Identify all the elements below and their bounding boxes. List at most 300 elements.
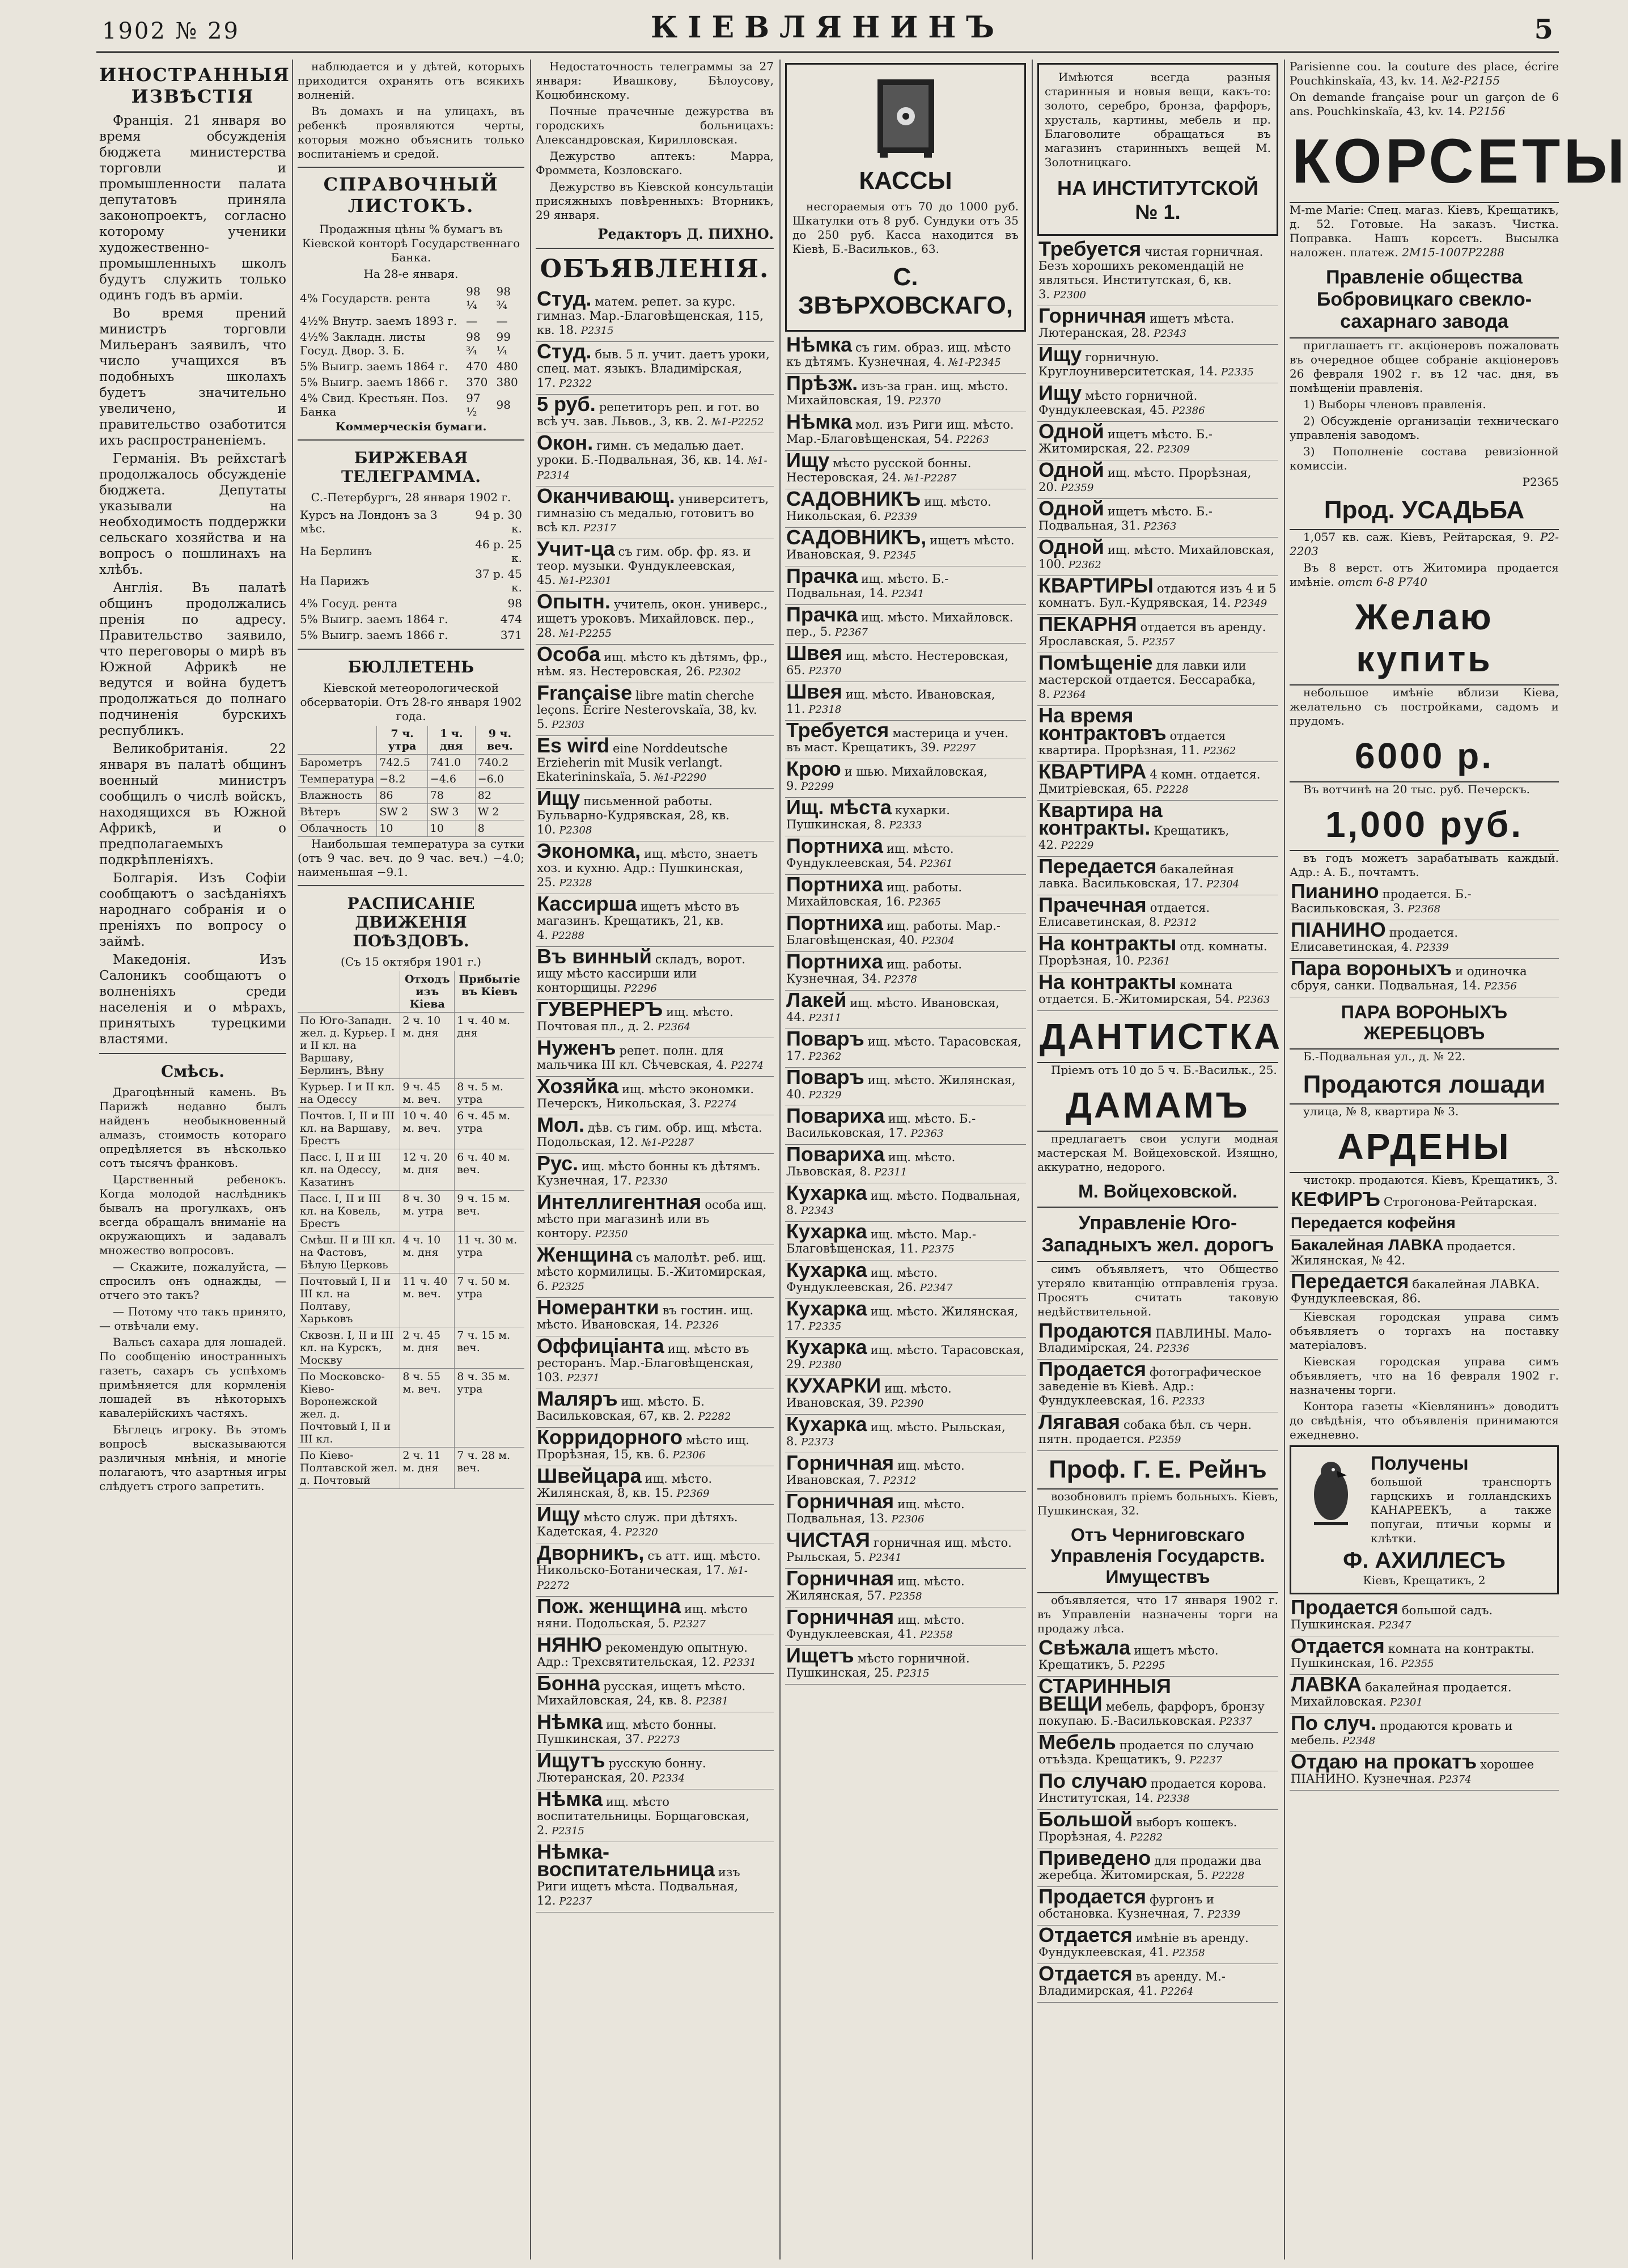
weather-note: Наибольшая температура за сутки (отъ 9 час. веч. до 9 час. веч.) −4.0; наименьшая −9.1. [298, 837, 524, 879]
ad-code: Р2311 [874, 1166, 908, 1178]
ad-text: продается корова. Институтская, 14. [1038, 1777, 1267, 1805]
rate-name: 5% Выигр. заемъ 1866 г. [300, 375, 448, 389]
ad-code: Р2273 [647, 1734, 680, 1746]
ad-keyword: Номерантки [537, 1296, 659, 1319]
ad-keyword: Рус. [537, 1152, 579, 1175]
weather-cell: 86 [377, 788, 428, 804]
zhitomir-ad: Въ 8 верст. отъ Житомира продается имѣніе. отст 6-8 Р740 [1290, 561, 1559, 589]
ad-keyword: Лакей [786, 988, 847, 1012]
ad-text: ищ. мѣсто. Б.-Подвальная, 14. [786, 572, 949, 600]
kievlyanin-notice: Контора газеты «Кіевлянинъ» доводитъ до свѣдѣнія, что объявленія принимаются ежедневно. [1290, 1399, 1559, 1441]
column-rule [779, 60, 781, 2259]
ad-text: ищ. работы. Михайловская, 16. [786, 881, 963, 908]
dentist-body: Пріемъ отъ 10 до 5 ч. Б.-Васильк., 25. [1051, 1063, 1277, 1077]
weather-row [298, 755, 524, 771]
ad-code: Р2331 [723, 1657, 757, 1669]
ad-code: Р2381 [696, 1695, 728, 1707]
telegram-subtitle: С.-Петербургъ, 28 января 1902 г. [311, 490, 511, 504]
ad-text: горничная ищ. мѣсто. Рыльская, 5. [786, 1536, 1012, 1564]
ad-photo: Продается фотографическое заведеніе въ Кіевѣ. Адр.: Фундуклеевская, 16. Р2333 [1037, 1360, 1278, 1412]
ad-text: ищ. мѣсто няни. Подольская, 5. [537, 1602, 748, 1630]
ad-text: ищ. мѣсто. Подвальная, 8. [786, 1189, 1021, 1217]
ads-list [1037, 1638, 1278, 2003]
ad-code: Р2325 [552, 1281, 584, 1293]
column-ads-3 [1037, 60, 1283, 2259]
ad-keyword: Интеллигентная [537, 1190, 702, 1213]
ad-text: мѣсто горничной. Пушкинская, 25. [786, 1652, 970, 1679]
ad-code: Р2373 [801, 1436, 834, 1448]
ad-text: изъ Риги ищетъ мѣста. Подвальная, 12. [537, 1865, 740, 1907]
ad-code: Р2318 [808, 704, 842, 716]
schedule-row [298, 1327, 524, 1369]
classified-ad [536, 1336, 774, 1389]
ad-text: отдается въ аренду. Ярославская, 5. [1038, 620, 1266, 648]
ad-text: ищ. мѣсто. Фундуклеевская, 26. [786, 1266, 938, 1294]
classified-ad [1290, 1675, 1559, 1713]
ad-code: Р2374 [1438, 1774, 1472, 1785]
ad-code: Р2358 [919, 1629, 953, 1641]
ad-code: Р2365 [908, 896, 941, 908]
ad-code: Р2237 [559, 1895, 592, 1907]
running-header [96, 6, 1559, 53]
weather-header-row [298, 726, 524, 755]
ad-keyword: Отдается [1038, 1923, 1133, 1947]
railway-body: симъ объявляетъ, что Общество утеряло квитанцію отправленія груза. Просятъ считать таковую недѣйствительной. [1037, 1262, 1278, 1318]
ad-keyword: Ищу [786, 448, 830, 472]
rate-sell: 480 [496, 359, 518, 373]
ad-keyword: Горничная [1038, 304, 1147, 327]
ad-keyword: Мол. [537, 1113, 584, 1136]
safe-icon [872, 74, 940, 159]
ad-keyword: КУХАРКИ [786, 1374, 881, 1397]
column-foreign-news [99, 60, 290, 2259]
dentist-title: ДАНТИСТКА [1037, 1011, 1278, 1063]
telegram-name: На Парижъ [300, 574, 370, 587]
ad-keyword: Квартира на контракты. [1038, 798, 1163, 839]
ad-pass: Передается бакалейная ЛАВКА. Фундуклеевская, 86. [1290, 1272, 1559, 1310]
ad-code: №1-Р2272 [537, 1565, 748, 1592]
schedule-cell: Почтов. I, II и III кл. на Варшаву, Брестъ [298, 1108, 400, 1149]
rate-row [298, 284, 524, 313]
weather-cell: SW 2 [377, 804, 428, 820]
rate-name: 4% Свид. Крестьян. Поз. Банка [300, 391, 448, 418]
ad-text: ищ. мѣсто. Фундуклеевская, 41. [786, 1613, 965, 1641]
news-paragraph: Германія. Въ рейхстагѣ продолжалось обсужденіе бюджета. Депутаты указывали на необходимость поддержки сельскаго хозяйства и на вопросъ о пошлинахъ на хлѣбъ. [99, 451, 286, 577]
schedule-cell: Курьер. I и II кл. на Одессу [298, 1079, 400, 1108]
bulletin-title: БЮЛЛЕТЕНЬ [347, 658, 474, 676]
schedule-cell: 11 ч. 30 м. утра [455, 1232, 524, 1273]
ad-code: Р2329 [808, 1089, 842, 1101]
ad-keyword: Кассирша [537, 892, 637, 915]
ad-code: Р2362 [1203, 745, 1236, 757]
safes-body: несгораемыя отъ 70 до 1000 руб. Шкатулки отъ 8 руб. Сундуки отъ 35 до 250 руб. Касса находится въ Кіевѣ, Б.-Васильков., 63. [792, 200, 1019, 256]
ad-text: ищ. мѣсто. Жилянская, 40. [786, 1073, 1016, 1101]
weather-cell: Температура [298, 771, 377, 788]
column-ads-4 [1290, 60, 1628, 2259]
classified-ad [1037, 972, 1278, 1011]
ad-code: Р2288 [552, 930, 584, 942]
classified-ad [785, 1222, 1026, 1260]
ad-text: быв. 5 л. учит. даетъ уроки, спец. мат. языкъ. Владимірская, 17. [537, 348, 770, 390]
classified-ad [1037, 342, 1278, 383]
weather-cell: 740.2 [475, 755, 524, 771]
ad-text: репетиторъ реп. и гот. во всѣ уч. зав. Львов., 3, кв. 2. [537, 400, 760, 428]
ad-text: ищ. мѣсто бонны къ дѣтямъ. Кузнечная, 17. [537, 1160, 761, 1187]
weather-cell: 10 [427, 820, 475, 837]
ad-text: русскую бонну. Лютеранская, 20. [537, 1757, 706, 1784]
classified-ad [785, 1260, 1026, 1299]
schedule-cell: 6 ч. 45 м. утра [455, 1108, 524, 1149]
classified-ad [536, 786, 774, 841]
schedule-cell: 9 ч. 45 м. веч. [400, 1079, 455, 1108]
column-ads-2 [785, 60, 1026, 2259]
misc-paragraph: Бѣглецъ игроку. Въ этомъ вопросѣ высказываются различныя мнѣнія, и многіе полагаютъ, что азартныя игры слѣдуетъ строго запретить. [99, 1423, 286, 1493]
continued-paragraph: наблюдается и у дѣтей, которыхъ приходится охранять отъ всякихъ волненій. [298, 60, 524, 101]
city-notice: Кіевская городская управа симъ объявляетъ, что на 16 февраля 1902 г. назначены торги. [1290, 1355, 1559, 1397]
misc-paragraph: — Потому что такъ принято, — отвѣчали ему. [99, 1305, 286, 1332]
ad-keyword: Одной [1038, 497, 1104, 520]
misc-paragraph: — Скажите, пожалуйста, — спросилъ онъ однажды, — отчего это такъ? [99, 1260, 286, 1302]
prices-caption: Продажныя цѣны % бумагъ въ Кіевской конторѣ Государственнаго Банка. [302, 222, 520, 264]
ad-keyword: ЧИСТАЯ [786, 1528, 870, 1551]
safes-firm: С. ЗВѢРХОВСКАГО, [798, 263, 1013, 319]
ad-code: Р2335 [808, 1321, 842, 1332]
ad-keyword: Продается [1291, 1596, 1398, 1619]
ad-text: мебель, фарфоръ, бронзу покупаю. Б.-Васильковская. [1038, 1700, 1265, 1728]
ad-keyword: Поваръ [786, 1027, 864, 1050]
ad-text: особа ищ. мѣсто при магазинѣ или въ контору. [537, 1198, 767, 1240]
ad-text: университетъ, гимназію съ медалью, готовитъ во всѣ кл. [537, 492, 769, 534]
ad-text: ищ. мѣсто. Рыльская, 8. [786, 1420, 1006, 1448]
classified-ad [536, 1842, 774, 1912]
ad-text: ищ. мѣсто. Жилянская, 8, кв. 15. [537, 1472, 713, 1500]
ad-text: Крещатикъ, 42. [1038, 824, 1230, 852]
ad-code: Р2263 [956, 434, 989, 446]
telegram-row [298, 611, 524, 627]
ad-text: для продажи два жеребца. Житомирская, 5. [1038, 1854, 1262, 1882]
ad-code: Р2274 [731, 1060, 764, 1072]
rate-row [298, 374, 524, 390]
ad-text: имѣніе въ аренду. Фундуклеевская, 41. [1038, 1931, 1249, 1959]
ad-text: мѣсто служ. при дѣтяхъ. Кадетская, 4. [537, 1510, 738, 1538]
safes-ad [785, 63, 1026, 332]
ad-text: ищ. мѣсто. Мар.-Благовѣщенская, 11. [786, 1228, 976, 1255]
ad-keyword: Бонна [537, 1672, 600, 1695]
ad-code: Р2315 [580, 325, 614, 337]
ad-keyword: Дворникъ, [537, 1541, 645, 1564]
ad-text: продается. Б.-Васильковская, 3. [1291, 887, 1472, 915]
ad-text: eine Norddeutsche Erzieherin mit Musik verlangt. Ekaterininskaïa, 5. [537, 742, 728, 784]
ad-code: Р2359 [1061, 482, 1094, 494]
weather-cell: W 2 [475, 804, 524, 820]
notice: Дежурство въ Кіевской консультаціи присяжныхъ повѣренныхъ: Вторникъ, 29 января. [536, 180, 774, 222]
telegram-value: 37 р. 45 к. [475, 567, 522, 594]
ad-keyword: Приведено [1038, 1846, 1151, 1869]
classified-ad [1037, 706, 1278, 762]
ad-text: письменной работы. Бульварно-Кудрявская, 28, кв. 10. [537, 794, 730, 836]
ad-keyword: Прѣзж. [786, 371, 858, 395]
classified-ad [785, 682, 1026, 721]
rate-name: 5% Выигр. заемъ 1864 г. [300, 359, 448, 373]
railway-title: Управленіе Юго-Западныхъ жел. дорогъ [1037, 1208, 1278, 1262]
rub-title: 1,000 руб. [1290, 799, 1559, 851]
paris-ad: Parisienne cou. la couture des place, écrire Pouchkinskaïa, 43, kv. 14. №2-Р2155 [1290, 60, 1559, 87]
ad-text: репет. полн. для мальчика III кл. Сѣчевская, 4. [537, 1044, 728, 1072]
ad-code: Р2317 [583, 522, 616, 534]
ad-text: ищ. мѣсто. Ивановская, 11. [786, 688, 995, 716]
ad-code: Р2341 [891, 588, 925, 600]
schedule-cell: 2 ч. 11 м. дня [400, 1448, 455, 1489]
ad-keyword: САДОВНИКЪ, [786, 526, 927, 549]
rate-row [298, 329, 524, 358]
telegram-row [298, 536, 524, 566]
ad-code: Р2363 [910, 1128, 944, 1140]
rub-body: въ годъ можетъ зарабатывать каждый. Адр.: А. Б., почтамтъ. [1290, 851, 1559, 879]
stallions-title: ПАРА ВОРОНЫХЪ ЖЕРЕБЦОВЪ [1290, 997, 1559, 1050]
ad-keyword: Мебель [1038, 1730, 1116, 1754]
classified-ad [536, 1674, 774, 1712]
ad-code: Р2368 [1407, 903, 1441, 915]
weather-cell: −4.6 [427, 771, 475, 788]
divider [536, 248, 774, 249]
telegram-name: На Берлинъ [300, 544, 372, 558]
ad-text: ищ. мѣсто. Нестеровская, 65. [786, 649, 1008, 677]
horses-body: улица, № 8, квартира № 3. [1303, 1105, 1459, 1118]
ad-text: ищ. мѣсто бонны. Пушкинская, 37. [537, 1718, 717, 1746]
classified-ad [785, 1106, 1026, 1145]
telegram-title: БИРЖЕВАЯ ТЕЛЕГРАММА. [341, 448, 481, 486]
telegram-name: 5% Выигр. заемъ 1864 г. [300, 612, 448, 626]
weather-header [298, 726, 377, 755]
ad-kefir: КЕФИРЪ Строгонова-Рейтарская. [1290, 1190, 1559, 1213]
ad-code: Р2371 [566, 1372, 600, 1384]
ad-code: Р2312 [883, 1475, 917, 1487]
classified-ad [785, 718, 1026, 759]
classified-ad [536, 1074, 774, 1115]
ad-keyword: Прачка [786, 603, 858, 626]
rate-sell: 99 ¼ [496, 330, 511, 357]
classified-ad [1290, 1713, 1559, 1752]
ad-text: продается. Елисаветинская, 4. [1291, 926, 1459, 954]
classified-ad [1037, 535, 1278, 576]
ad-text: отдается квартира. Прорѣзная, 11. [1038, 729, 1226, 757]
ad-keyword: Горничная [786, 1490, 894, 1513]
ardens-body: чистокр. продаются. Кіевъ, Крещатикъ, 3. [1303, 1173, 1558, 1187]
weather-cell: 78 [427, 788, 475, 804]
schedule-cell: По Московско-Кіево-Воронежской жел. д. Почтовый I, II и III кл. [298, 1369, 400, 1448]
classified-ad [536, 1505, 774, 1543]
ad-code: Р2347 [1378, 1619, 1411, 1631]
ad-code: Р2386 [1172, 405, 1205, 417]
section-heading: ИНОСТРАННЫЯ ИЗВѢСТІЯ [99, 64, 290, 107]
ad-code: Р2378 [884, 974, 917, 985]
classified-ad [1037, 798, 1278, 857]
column-rule [530, 60, 531, 2259]
ad-text: ищ. мѣсто. Прорѣзная, 20. [1038, 466, 1252, 494]
ad-code: Р2303 [552, 719, 584, 731]
ad-code: Р2337 [1219, 1716, 1252, 1728]
ad-code: Р2362 [1068, 559, 1101, 571]
ad-keyword: На контракты [1038, 970, 1177, 993]
classified-ad [785, 412, 1026, 451]
ad-text: въ аренду. М.-Владимирская, 41. [1038, 1970, 1226, 1998]
ad-text: libre matin cherche leçons. Ecrire Nesterovskaïa, 38, kv. 5. [537, 689, 757, 731]
ad-code: Р2335 [1220, 366, 1254, 378]
parrot-icon [1297, 1455, 1365, 1540]
classified-ad [1037, 239, 1278, 306]
prices-date: На 28-е января. [363, 267, 459, 281]
ad-keyword: ГУВЕРНЕРЪ [537, 997, 663, 1021]
ad-text: мол. изъ Риги ищ. мѣсто. Мар.-Благовѣщенская, 54. [786, 418, 1014, 446]
section-heading-misc: Смѣсь. [160, 1062, 225, 1081]
weather-cell: 741.0 [427, 755, 475, 771]
classified-ad [1037, 460, 1278, 499]
ad-code: Р2358 [1172, 1947, 1205, 1959]
classified-ad [536, 592, 774, 645]
ad-keyword: Прачечная [1038, 893, 1147, 916]
ad-text: ищ. мѣсто. Подвальная, 13. [786, 1497, 965, 1525]
classified-ad [785, 1065, 1026, 1106]
classified-ad [536, 1298, 774, 1336]
ad-text: кухарки. Пушкинская, 8. [786, 803, 950, 831]
weather-cell: Барометръ [298, 755, 377, 771]
ad-text: изъ-за гран. ищ. мѣсто. Михайловская, 19. [786, 379, 1008, 407]
news-paragraph: Франція. 21 января во время обсужденія бюджета министерства торговли и промышленности палата депутатовъ приняла законопроектъ, согласно которому ученики художественно-промышленныхъ школъ будутъ служить только одинъ годъ въ арміи. [99, 113, 286, 303]
classified-ad [785, 1145, 1026, 1183]
ad-text: бакалейная продается. Михайловская. [1291, 1681, 1512, 1708]
ad-text: ищ. мѣсто. Михайловск. пер., 5. [786, 611, 1014, 638]
ad-keyword: Горничная [786, 1567, 894, 1590]
ladies-body: предлагаетъ свои услуги модная мастерская М. Войцеховской. Изящно, аккуратно, недорого. [1037, 1132, 1278, 1174]
ad-code: Р2228 [1211, 1870, 1245, 1882]
schedule-row [298, 1013, 524, 1079]
ad-keyword: Пианино [1291, 879, 1379, 903]
ad-code: Р2334 [652, 1772, 685, 1784]
ad-code: Р2364 [1053, 689, 1086, 701]
schedule-cell: 10 ч. 40 м. веч. [400, 1108, 455, 1149]
ad-code: Р2358 [889, 1590, 922, 1602]
ad-code: Р2304 [921, 935, 955, 947]
ad-keyword: Крою [786, 757, 841, 780]
ad-code: №1-Р2287 [641, 1137, 694, 1149]
classified-ad [785, 641, 1026, 682]
rate-buy: 98 ¼ [466, 285, 481, 312]
ad-text: отд. комнаты. Прорѣзная, 10. [1038, 940, 1267, 967]
telegram-row [298, 627, 524, 643]
classified-ad [1037, 762, 1278, 801]
ad-text: комната отдается. Б.-Житомирская, 54. [1038, 978, 1234, 1006]
ad-keyword: Одной [1038, 535, 1104, 558]
weather-row [298, 820, 524, 837]
ad-text: ищ. мѣсто. Ивановская, 39. [786, 1382, 952, 1410]
safes-title: КАССЫ [859, 167, 952, 194]
ad-code: Р2229 [1061, 840, 1094, 852]
weather-header: 7 ч. утра [377, 726, 428, 755]
issue-date: 1902 № 29 [102, 18, 240, 44]
ad-keyword: Кухарка [786, 1220, 867, 1243]
classified-ad [1290, 879, 1559, 920]
weather-cell: Облачность [298, 820, 377, 837]
ad-keyword: Швея [786, 680, 842, 703]
ad-text: и одиночка сбруя, санки. Подвальная, 14. [1291, 964, 1527, 992]
ad-code: Р2339 [1415, 942, 1449, 954]
estate-body: 1,057 кв. саж. Кіевъ, Рейтарская, 9. Р2-2203 [1290, 530, 1559, 558]
ad-code: №1-Р2290 [654, 772, 707, 784]
ad-text: матем. репет. за курс. гимназ. Мар.-Благовѣщенская, 115, кв. 18. [537, 295, 764, 337]
weather-row [298, 788, 524, 804]
schedule-cell: 6 ч. 40 м. веч. [455, 1149, 524, 1191]
ad-grocery: Бакалейная ЛАВКА продается. Жилянская, № 42. [1290, 1235, 1559, 1272]
schedule-header: Прибытіе въ Кіевъ [455, 971, 524, 1013]
ad-text: ищ. работы. Мар.-Благовѣщенская, 40. [786, 919, 1000, 947]
ad-text: мѣсто горничной. Фундуклеевская, 45. [1038, 389, 1198, 417]
ad-code: Р2299 [801, 781, 834, 793]
achilles-name: Ф. АХИЛЛЕСЪ [1343, 1548, 1506, 1573]
rate-sell: — [496, 314, 508, 328]
classified-ad [536, 1635, 774, 1674]
column-ads-1 [536, 60, 774, 2259]
ad-code: Р2367 [834, 627, 868, 638]
commercial-title: Коммерческія бумаги. [335, 420, 487, 433]
ad-keyword: Опытн. [537, 590, 610, 613]
telegram-value: 94 р. 30 к. [475, 508, 522, 535]
schedule-header-row [298, 971, 524, 1013]
ad-text: съ гим. образ. ищ. мѣсто къ дѣтямъ. Кузнечная, 4. [786, 341, 1011, 369]
classified-ad [785, 1569, 1026, 1607]
classified-ad [785, 1183, 1026, 1222]
ad-keyword: По случаю [1038, 1769, 1147, 1792]
ad-text: 4 комн. отдается. Дмитріевская, 65. [1038, 768, 1261, 796]
schedule-cell: 8 ч. 55 м. веч. [400, 1369, 455, 1448]
demand-ad: On demande française pour un garçon de 6 ans. Pouchkinskaïa, 43, kv. 14. Р2156 [1290, 90, 1559, 118]
news-paragraph: Великобританія. 22 января въ палатѣ общинъ военный министръ сообщилъ о числѣ войскъ, находящихся въ Южной Африкѣ, и о предполагаемыхъ подкрѣпленіяхъ. [99, 742, 286, 868]
ad-code: Р2264 [1160, 1986, 1194, 1998]
classified-ad [536, 1789, 774, 1842]
board-item: 1) Выборы членовъ правленія. [1303, 397, 1486, 411]
ad-keyword: Въ винный [537, 945, 652, 968]
schedule-cell: 7 ч. 28 м. веч. [455, 1448, 524, 1489]
classified-ad [785, 605, 1026, 644]
ad-keyword: Учит-ца [537, 537, 615, 560]
ad-keyword: СТАРИННЫЯ ВЕЩИ [1038, 1674, 1171, 1715]
ad-text: бакалейная лавка. Васильковская, 17. [1038, 862, 1234, 890]
ad-keyword: Ищу [537, 786, 580, 810]
ad-keyword: По случ. [1291, 1711, 1377, 1734]
notice: Недостаточность телеграммы за 27 января: Ивашкову, Бѣлоусову, Коцюбинскому. [536, 60, 774, 101]
schedule-cell: Пасс. I, II и III кл. на Одессу, Казатинъ [298, 1149, 400, 1191]
ad-text: съ атт. ищ. мѣсто. Никольско-Ботаническая, 17. [537, 1549, 761, 1577]
ad-text: съ гим. обр. фр. яз. и теор. музыки. Фундуклеевская, 45. [537, 545, 751, 587]
ad-code: Р2345 [883, 549, 917, 561]
news-paragraph: Болгарія. Изъ Софіи сообщаютъ о засѣданіяхъ народнаго собранія и о преніяхъ по вопросу о займѣ. [99, 871, 286, 949]
weather-cell: −6.0 [475, 771, 524, 788]
rate-row [298, 313, 524, 329]
schedule-cell: 12 ч. 20 м. дня [400, 1149, 455, 1191]
misc-paragraph: Царственный ребенокъ. Когда молодой наслѣдникъ бывалъ на прогулкахъ, онъ всегда обращалъ вниманіе на окружающихъ и задавалъ множество вопросовъ. [99, 1173, 286, 1257]
schedule-row [298, 1273, 524, 1327]
schedule-row [298, 1369, 524, 1448]
classified-ad [536, 1594, 774, 1635]
ad-text: ищ. мѣсто. Б. Васильковская, 67, кв. 2. [537, 1395, 705, 1423]
rate-buy: 470 [466, 359, 488, 373]
classified-ad [1037, 1887, 1278, 1926]
classified-ad [536, 433, 774, 486]
ads-list [1290, 879, 1559, 997]
ad-text: мѣсто русской бонны. Нестеровская, 24. [786, 456, 972, 484]
classified-ad [536, 1245, 774, 1298]
ad-keyword: Маляръ [537, 1387, 618, 1410]
ad-keyword: Одной [1038, 420, 1104, 443]
